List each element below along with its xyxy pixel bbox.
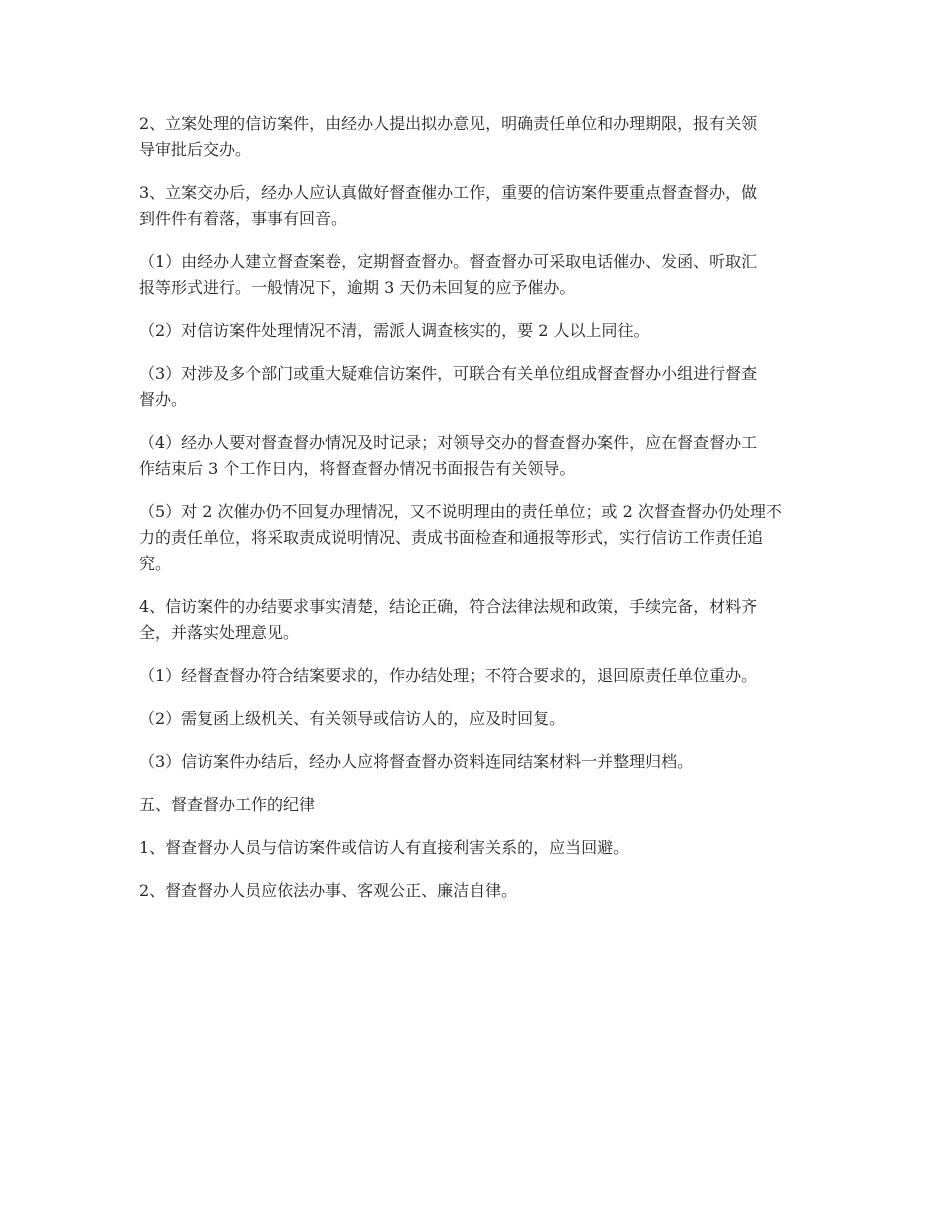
paragraph [139, 792, 819, 818]
text-line: （3）信访案件办结后，经办人应将督查督办资料连同结案材料一并整理归档。 [139, 752, 694, 771]
paragraph [139, 318, 819, 344]
text-line: （1）经督查督办符合结案要求的，作办结处理；不符合要求的，退回原责任单位重办。 [139, 666, 758, 685]
paragraph [139, 663, 819, 689]
text-line: 督办。 [139, 390, 188, 409]
text-line: （2）对信访案件处理情况不清，需派人调查核实的，要 2 人以上同往。 [139, 321, 650, 340]
text-line: 4、信访案件的办结要求事实清楚，结论正确，符合法律法规和政策，手续完备，材料齐 [139, 597, 758, 616]
paragraph [139, 878, 819, 904]
paragraph [139, 749, 819, 775]
paragraph [139, 835, 819, 861]
paragraph [139, 249, 819, 301]
document-page [139, 111, 819, 921]
text-line: （2）需复函上级机关、有关领导或信访人的，应及时回复。 [139, 709, 566, 728]
text-line: 报等形式进行。一般情况下，逾期 3 天仍未回复的应予催办。 [139, 278, 576, 297]
text-line: （3）对涉及多个部门或重大疑难信访案件，可联合有关单位组成督查督办小组进行督查 [139, 364, 758, 383]
text-line: （1）由经办人建立督查案卷，定期督查督办。督查督办可采取电话催办、发函、听取汇 [139, 252, 758, 271]
text-line: 2、督查督办人员应依法办事、客观公正、廉洁自律。 [139, 881, 518, 900]
paragraph [139, 499, 819, 577]
paragraph [139, 180, 819, 232]
text-line: 作结束后 3 个工作日内，将督查督办情况书面报告有关领导。 [139, 459, 576, 478]
text-line: 力的责任单位，将采取责成说明情况、责成书面检查和通报等形式，实行信访工作责任追 [139, 528, 764, 547]
text-line: 导审批后交办。 [139, 140, 252, 159]
text-line: （4）经办人要对督查督办情况及时记录；对领导交办的督查督办案件，应在督查督办工 [139, 433, 758, 452]
text-line: 究。 [139, 554, 172, 573]
paragraph [139, 430, 819, 482]
paragraph [139, 594, 819, 646]
paragraph [139, 706, 819, 732]
text-line: （5）对 2 次催办仍不回复办理情况，又不说明理由的责任单位；或 2 次督查督办仍处理不 [139, 502, 782, 521]
text-line: 五、督查督办工作的纪律 [139, 795, 316, 814]
text-line: 2、立案处理的信访案件，由经办人提出拟办意见，明确责任单位和办理期限，报有关领 [139, 114, 758, 133]
text-line: 3、立案交办后，经办人应认真做好督查催办工作，重要的信访案件要重点督查督办，做 [139, 183, 758, 202]
text-line: 到件件有着落，事事有回音。 [139, 209, 348, 228]
text-line: 1、督查督办人员与信访案件或信访人有直接利害关系的，应当回避。 [139, 838, 630, 857]
text-line: 全，并落实处理意见。 [139, 623, 300, 642]
paragraph [139, 361, 819, 413]
paragraph [139, 111, 819, 163]
